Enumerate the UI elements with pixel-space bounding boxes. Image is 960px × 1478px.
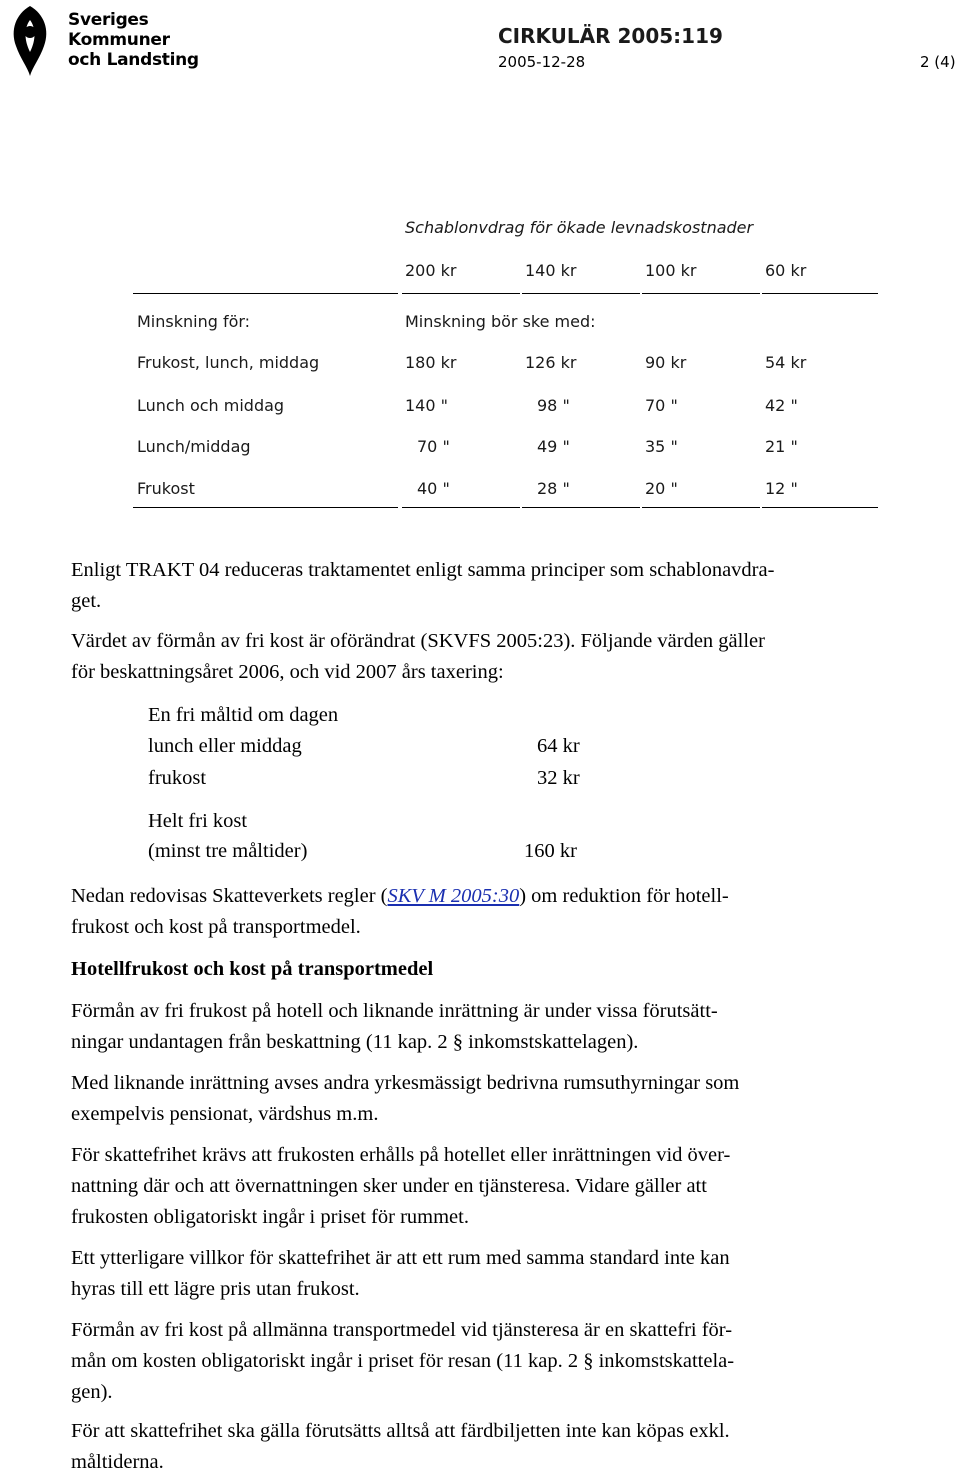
- table-cell: 35 ": [645, 437, 678, 456]
- table-rule: [133, 507, 398, 508]
- lunch-value: 64 kr: [537, 735, 580, 757]
- text-line: exempelvis pensionat, värdshus m.m.: [71, 1103, 379, 1125]
- text-line: ningar undantagen från beskattning (11 kap. 2 § inkomstskattelagen).: [71, 1031, 639, 1053]
- table-cell: 12 ": [765, 479, 798, 498]
- text-line: frukosten obligatoriskt ingår i priset för rummet.: [71, 1206, 469, 1228]
- org-line-1: Sveriges: [68, 10, 149, 30]
- table-cell: 54 kr: [765, 353, 807, 372]
- table-cell: 98 ": [537, 396, 570, 415]
- table-rule: [762, 293, 878, 294]
- text-segment: Nedan redovisas Skatteverkets regler (: [71, 885, 388, 907]
- text-line: Förmån av fri kost på allmänna transportmedel vid tjänsteresa är en skattefri för-: [71, 1319, 733, 1341]
- text-line: [71, 881, 729, 912]
- reduction-label: Minskning för:: [137, 312, 251, 331]
- meal-heading: En fri måltid om dagen: [148, 704, 339, 726]
- table-cell: 49 ": [537, 437, 570, 456]
- full-board-value: 160 kr: [524, 840, 577, 862]
- table-rule: [762, 507, 878, 508]
- table-rule: [522, 293, 640, 294]
- text-line: för beskattningsåret 2006, och vid 2007 års taxering:: [71, 661, 504, 683]
- table-cell: 90 kr: [645, 353, 687, 372]
- table-cell: 28 ": [537, 479, 570, 498]
- text-line: nattning där och att övernattningen sker under en tjänsteresa. Vidare gäller att: [71, 1175, 707, 1197]
- paragraph-transport-meals: [71, 1315, 734, 1408]
- row-label: Lunch och middag: [137, 396, 285, 415]
- column-header: 100 kr: [645, 261, 697, 280]
- column-header: 60 kr: [765, 261, 807, 280]
- lunch-label: lunch eller middag: [148, 735, 302, 757]
- text-segment: ) om reduktion för hotell-: [519, 885, 729, 907]
- text-line: get.: [71, 590, 102, 612]
- text-line: För skattefrihet krävs att frukosten erhålls på hotellet eller inrättningen vid över-: [71, 1144, 731, 1166]
- text-line: Ett ytterligare villkor för skattefrihet är att ett rum med samma standard inte kan: [71, 1247, 730, 1269]
- table-cell: 126 kr: [525, 353, 577, 372]
- table-rule: [642, 293, 760, 294]
- breakfast-value: 32 kr: [537, 767, 580, 789]
- paragraph-ticket-condition: [71, 1416, 730, 1478]
- table-cell: 40 ": [417, 479, 450, 498]
- text-line: Enligt TRAKT 04 reduceras traktamentet enligt samma principer som schablonavdra-: [71, 559, 775, 581]
- table-cell: 180 kr: [405, 353, 457, 372]
- table-rule: [402, 293, 520, 294]
- table-cell: 42 ": [765, 396, 798, 415]
- text-line: mån om kosten obligatoriskt ingår i priset för resan (11 kap. 2 § inkomstskattela-: [71, 1350, 735, 1372]
- text-line: Värdet av förmån av fri kost är oförändrat (SKVFS 2005:23). Följande värden gäller: [71, 630, 765, 652]
- circular-title: CIRKULÄR 2005:119: [498, 24, 723, 48]
- text-line: hyras till ett lägre pris utan frukost.: [71, 1278, 360, 1300]
- table-rule: [402, 507, 520, 508]
- table-cell: 21 ": [765, 437, 798, 456]
- skl-logo-icon: [2, 2, 58, 78]
- table-rule: [642, 507, 760, 508]
- paragraph-hotel-breakfast: [71, 996, 718, 1058]
- paragraph-skv-rules: [71, 881, 729, 943]
- table-cell: 20 ": [645, 479, 678, 498]
- skv-reference-link[interactable]: SKV M 2005:30: [387, 885, 520, 907]
- row-label: Lunch/middag: [137, 437, 251, 456]
- table-cell: 70 ": [417, 437, 450, 456]
- text-line: frukost och kost på transportmedel.: [71, 916, 361, 938]
- reduction-subheader: Minskning bör ske med:: [405, 312, 596, 331]
- org-line-2: Kommuner: [68, 30, 170, 50]
- paragraph-additional-condition: [71, 1243, 730, 1305]
- text-line: Förmån av fri frukost på hotell och liknande inrättning är under vissa förutsätt-: [71, 1000, 718, 1022]
- breakfast-label: frukost: [148, 767, 207, 789]
- paragraph-similar-establishment: [71, 1068, 739, 1130]
- text-line: gen).: [71, 1381, 113, 1403]
- table-cell: 140 ": [405, 396, 448, 415]
- paragraph-trakt: [71, 555, 774, 617]
- row-label: Frukost: [137, 479, 195, 498]
- table-title: Schablonvdrag för ökade levnadskostnader: [405, 218, 754, 237]
- org-line-3: och Landsting: [68, 50, 199, 70]
- table-rule: [522, 507, 640, 508]
- column-header: 140 kr: [525, 261, 577, 280]
- text-line: För att skattefrihet ska gälla förutsätts alltså att färdbiljetten inte kan köpas exkl.: [71, 1420, 730, 1442]
- page-number: 2 (4): [920, 53, 956, 71]
- text-line: Med liknande inrättning avses andra yrkesmässigt bedrivna rumsuthyrningar som: [71, 1072, 740, 1094]
- table-rule: [133, 293, 398, 294]
- column-header: 200 kr: [405, 261, 457, 280]
- organization-name: [68, 10, 199, 70]
- table-cell: 70 ": [645, 396, 678, 415]
- row-label: Frukost, lunch, middag: [137, 353, 320, 372]
- full-board-sublabel: (minst tre måltider): [148, 840, 308, 862]
- paragraph-benefit-value: [71, 626, 765, 688]
- full-board-label: Helt fri kost: [148, 810, 248, 832]
- circular-date: 2005-12-28: [498, 53, 586, 71]
- section-heading: Hotellfrukost och kost på transportmedel: [71, 958, 434, 980]
- text-line: måltiderna.: [71, 1451, 164, 1473]
- paragraph-tax-exemption-requirement: [71, 1140, 730, 1233]
